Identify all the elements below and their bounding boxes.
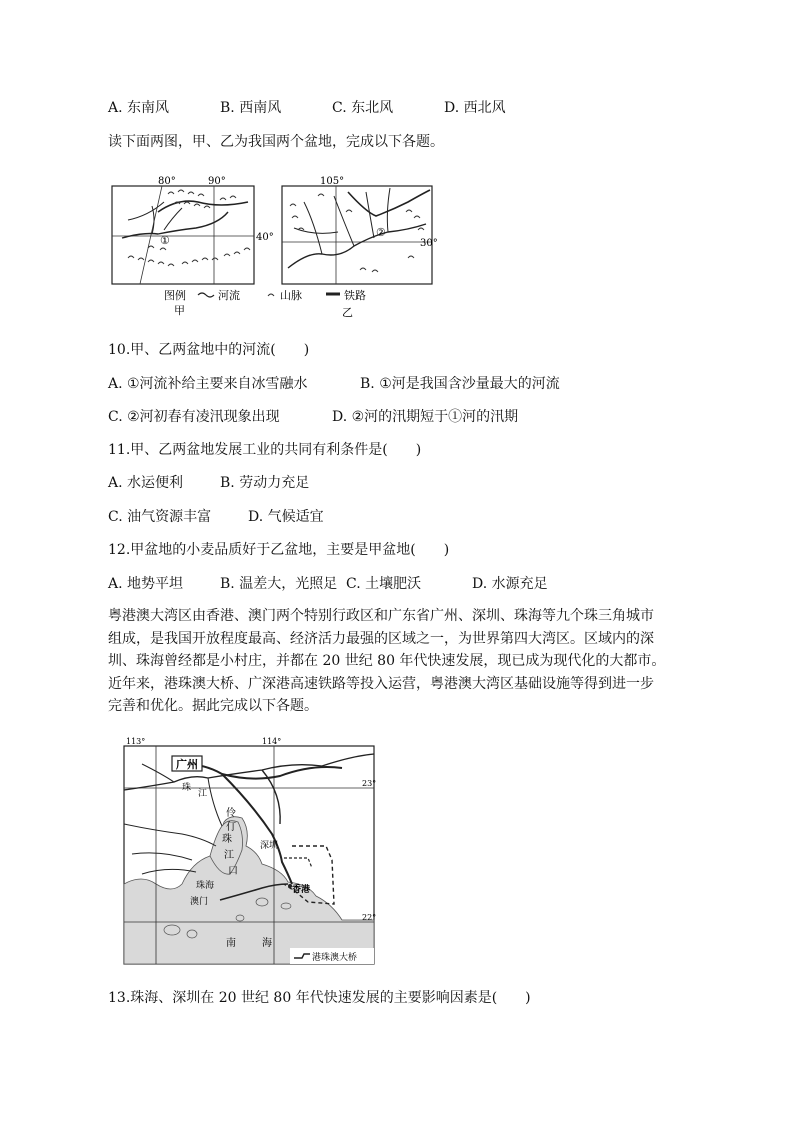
q11-option-c: C. 油气资源丰富 [108,509,212,525]
label-zhu: 珠 [222,834,232,845]
label-guangzhou: 广州 [176,758,198,771]
q10-option-c: C. ②河初春有凌汛现象出现 [108,409,280,425]
label-jiang: 江 [224,850,234,861]
label-hongkong: 香港 [292,885,311,895]
river-legend-icon [198,293,214,297]
passage-line: 粤港澳大湾区由香港、澳门两个特别行政区和广东省广州、深圳、珠海等九个珠三角城市 [108,608,654,624]
q10-stem: 10.甲、乙两盆地中的河流( ) [108,342,310,358]
map-yi [282,176,438,284]
map2-lon-114: 114° [262,737,282,746]
label-river-jiang: 江 [198,789,208,799]
map2-lon-113: 113° [126,737,146,746]
greater-bay-area-map [112,734,380,970]
label-hai: 海 [262,938,272,949]
q10-option-d: D. ②河的汛期短于①河的汛期 [332,409,519,425]
q12-option-b: B. 温差大，光照足 [220,576,338,592]
q10-option-b: B. ①河是我国含沙量最大的河流 [360,376,560,392]
label-bridge-legend: 港珠澳大桥 [312,953,358,963]
yi-circle-2: ② [376,226,386,239]
label-zhuhai: 珠海 [196,881,215,891]
label-nan: 南 [226,938,236,949]
yi-lat-30: 30° [420,238,438,249]
mountain-legend-icon [268,294,274,296]
basin-maps-figure [108,172,448,320]
passage [108,605,698,718]
q9-option-b: B. 西南风 [220,100,282,116]
jia-lon-90: 90° [208,176,226,187]
jia-circle-1: ① [160,234,170,247]
map2-lat-23: 23° [362,779,377,788]
q13-stem: 13.珠海、深圳在 20 世纪 80 年代快速发展的主要影响因素是( ) [108,990,531,1006]
jia-lon-80: 80° [158,176,176,187]
passage-line: 圳、珠海曾经都是小村庄，并都在 20 世纪 80 年代快速发展，现已成为现代化的大都市。 [108,653,666,669]
passage-line: 近年来，港珠澳大桥、广深港高速铁路等投入运营，粤港澳大湾区基础设施等得到进一步 [108,675,654,692]
passage-line: 组成，是我国开放程度最高、经济活力最强的区域之一，为世界第四大湾区。区域内的深 [108,630,654,647]
map2-lat-22: 22° [362,913,377,922]
label-shenzhen: 深圳 [260,841,279,851]
intro-text: 读下面两图，甲、乙为我国两个盆地，完成以下各题。 [108,134,444,150]
q11-option-b: B. 劳动力充足 [220,475,310,491]
q11-stem: 11.甲、乙两盆地发展工业的共同有利条件是( ) [108,442,422,458]
q12-stem: 12.甲盆地的小麦品质好于乙盆地，主要是甲盆地( ) [108,542,450,558]
jia-lat-40: 40° [256,232,274,243]
legend-river: 河流 [218,289,240,302]
label-ding: 仃 [226,822,236,833]
q11-option-d: D. 气候适宜 [248,509,324,525]
q9-option-d: D. 西北风 [444,100,506,116]
passage-line: 完善和优化。据此完成以下各题。 [108,698,318,714]
q12-option-a: A. 地势平坦 [108,576,184,592]
caption-jia: 甲 [174,304,185,317]
legend-rail: 铁路 [344,289,366,302]
q12-option-d: D. 水源充足 [472,576,548,592]
q10-option-a: A. ①河流补给主要来自冰雪融水 [108,376,308,392]
map-jia [112,176,274,284]
label-macao: 澳门 [190,897,209,907]
q12-option-c: C. 土壤肥沃 [346,576,422,592]
label-ling: 伶 [226,808,236,819]
label-kou: 口 [228,866,238,877]
yi-lon-105: 105° [320,176,345,187]
legend-mountain: 山脉 [280,289,302,302]
q9-option-a: A. 东南风 [108,100,170,116]
q11-option-a: A. 水运便利 [108,475,184,491]
map1-legend [164,288,366,319]
q9-option-c: C. 东北风 [332,100,394,116]
caption-yi: 乙 [342,306,353,319]
label-river-zhu: 珠 [182,783,192,793]
legend-label: 图例 [164,289,186,302]
